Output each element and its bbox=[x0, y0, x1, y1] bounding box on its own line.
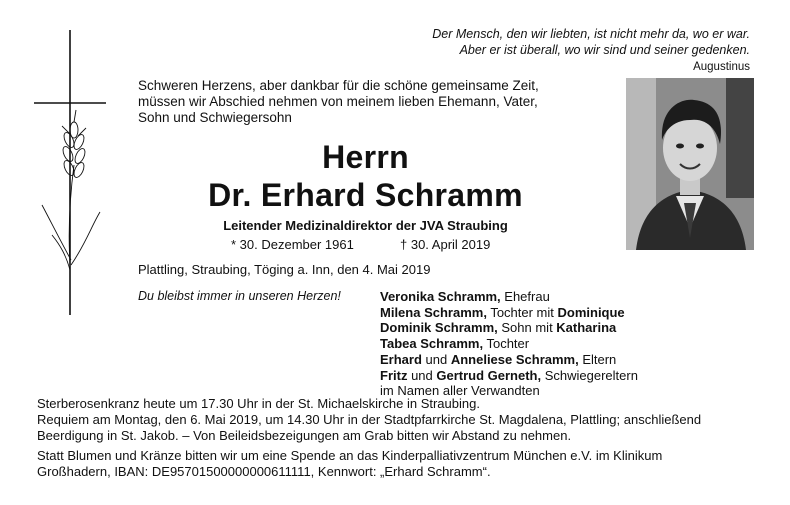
mourner-line: Tabea Schramm, Tochter bbox=[380, 336, 530, 352]
intro-line-3: Sohn und Schwiegersohn bbox=[138, 110, 292, 125]
requiem-info: Requiem am Montag, den 6. Mai 2019, um 14.30 Uhr in der Stadtpfarrkirche St. Magdalena, Plattling; anschließend bbox=[37, 412, 702, 427]
mourner-line: Erhard und Anneliese Schramm, Eltern bbox=[380, 351, 617, 367]
deceased-position: Leitender Medizinaldirektor der JVA Straubing bbox=[223, 218, 508, 233]
death-date: † 30. April 2019 bbox=[400, 237, 491, 252]
mourner-line: Fritz und Gertrud Gerneth, Schwiegereltern bbox=[380, 367, 638, 383]
intro-line-2: müssen wir Abschied nehmen von meinem lieben Ehemann, Vater, bbox=[138, 94, 538, 109]
donation-info: Statt Blumen und Kränze bitten wir um eine Spende an das Kinderpalliativzentrum München e.V. im Klinikum bbox=[37, 448, 663, 463]
motto: Du bleibst immer in unseren Herzen! bbox=[138, 289, 341, 303]
mourner-line: Dominik Schramm, Sohn mit Katharina bbox=[380, 320, 617, 336]
quote-line-2: Aber er ist überall, wo wir sind und seiner gedenken. bbox=[459, 43, 750, 57]
mourner-line: im Namen aller Verwandten bbox=[380, 383, 540, 399]
mourner-line: Milena Schramm, Tochter mit Dominique bbox=[380, 304, 625, 320]
quote-author: Augustinus bbox=[693, 61, 750, 73]
rosary-info: Sterberosenkranz heute um 17.30 Uhr in der St. Michaelskirche in Straubing. bbox=[37, 396, 480, 411]
place-and-date: Plattling, Straubing, Töging a. Inn, den 4. Mai 2019 bbox=[138, 262, 431, 277]
deceased-name: Dr. Erhard Schramm bbox=[208, 177, 523, 213]
donation-iban: Großhadern, IBAN: DE95701500000000611111, Kennwort: „Erhard Schramm“. bbox=[37, 464, 491, 479]
cross-with-wheat-icon bbox=[30, 30, 110, 315]
quote-line-1: Der Mensch, den wir liebten, ist nicht mehr da, wo er war. bbox=[432, 27, 750, 41]
intro-text bbox=[138, 78, 593, 126]
intro-line-1: Schweren Herzens, aber dankbar für die schöne gemeinsame Zeit, bbox=[138, 78, 539, 93]
epigraph-quote bbox=[370, 26, 750, 75]
portrait-photo-icon bbox=[626, 78, 754, 250]
birth-date: * 30. Dezember 1961 bbox=[231, 237, 354, 252]
mourner-line: Veronika Schramm, Ehefrau bbox=[380, 289, 550, 304]
portrait-photo bbox=[626, 78, 754, 250]
salutation: Herrn bbox=[322, 139, 409, 175]
burial-info: Beerdigung in St. Jakob. – Von Beileidsbezeigungen am Grab bitten wir Abstand zu nehmen. bbox=[37, 428, 572, 443]
service-information bbox=[37, 396, 753, 480]
mourners-list bbox=[380, 289, 670, 399]
deceased-name-block bbox=[138, 138, 593, 214]
